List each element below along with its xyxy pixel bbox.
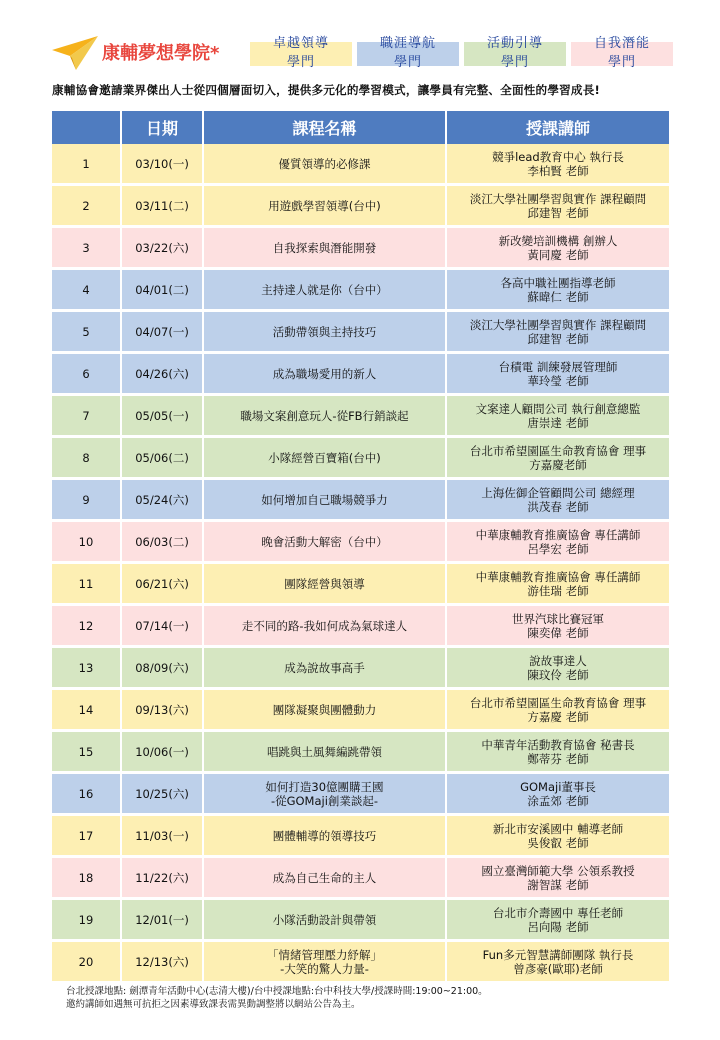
cell-date xyxy=(122,900,204,942)
table-body xyxy=(52,144,669,984)
footer-notes xyxy=(66,985,488,1011)
cell-index xyxy=(52,438,122,480)
cell-index xyxy=(52,480,122,522)
course-date: 05/05(一) xyxy=(135,408,189,423)
cell-index xyxy=(52,942,122,984)
cell-index xyxy=(52,354,122,396)
course-subtitle: -從GOMaji創業談起- xyxy=(270,793,379,808)
cell-index xyxy=(52,522,122,564)
instructor-title: 世界汽球比賽冠軍 xyxy=(512,611,604,626)
instructor-title: 新改變培訓機構 創辦人 xyxy=(498,233,618,248)
cell-course xyxy=(204,270,447,312)
cell-index xyxy=(52,396,122,438)
cell-index xyxy=(52,312,122,354)
cell-course xyxy=(204,606,447,648)
cell-instructor xyxy=(447,312,669,354)
instructor-title: 各高中職社團指導老師 xyxy=(500,275,616,290)
header-date: 日期 xyxy=(122,111,204,144)
category-label: 學門 xyxy=(393,55,422,70)
cell-instructor xyxy=(447,774,669,816)
row-number: 20 xyxy=(78,954,94,969)
cell-instructor xyxy=(447,270,669,312)
course-date: 09/13(六) xyxy=(135,702,189,717)
table-row xyxy=(52,312,669,354)
table-header-row xyxy=(52,111,669,144)
cell-date xyxy=(122,228,204,270)
course-title: 成為自己生命的主人 xyxy=(272,870,377,885)
course-date: 03/22(六) xyxy=(135,240,189,255)
cell-date xyxy=(122,522,204,564)
course-title: 活動帶領與主持技巧 xyxy=(272,324,377,339)
instructor-title: 中華康輔教育推廣協會 專任講師 xyxy=(475,527,641,542)
course-title: 走不同的路-我如何成為氣球達人 xyxy=(241,618,408,633)
cell-instructor xyxy=(447,522,669,564)
course-date: 08/09(六) xyxy=(135,660,189,675)
row-number: 18 xyxy=(78,870,94,885)
cell-instructor xyxy=(447,690,669,732)
cell-course xyxy=(204,774,447,816)
row-number: 3 xyxy=(82,240,90,255)
instructor-name: 李柏賢 老師 xyxy=(527,163,589,178)
row-number: 19 xyxy=(78,912,94,927)
course-subtitle: -大笑的驚人力量- xyxy=(280,961,369,976)
instructor-name: 陳奕偉 老師 xyxy=(527,625,589,640)
course-title: 小隊經營百寶箱(台中) xyxy=(268,450,381,465)
cell-date xyxy=(122,648,204,690)
cell-index xyxy=(52,564,122,606)
instructor-name: 謝智謀 老師 xyxy=(527,877,589,892)
cell-course xyxy=(204,816,447,858)
cell-course xyxy=(204,396,447,438)
header-course: 課程名稱 xyxy=(204,111,447,144)
category-label: 學門 xyxy=(286,55,315,70)
cell-course xyxy=(204,732,447,774)
table-row xyxy=(52,144,669,186)
cell-course xyxy=(204,354,447,396)
instructor-title: 台積電 訓練發展管理師 xyxy=(498,359,618,374)
table-row xyxy=(52,606,669,648)
cell-instructor xyxy=(447,942,669,984)
brand-title: 康輔夢想學院* xyxy=(102,43,220,64)
cell-instructor xyxy=(447,900,669,942)
cell-instructor xyxy=(447,228,669,270)
cell-date xyxy=(122,480,204,522)
course-title: 如何增加自己職場競爭力 xyxy=(261,492,388,507)
category-label: 學門 xyxy=(607,55,636,70)
instructor-title: 新北市安溪國中 輔導老師 xyxy=(492,821,624,836)
cell-index xyxy=(52,900,122,942)
cell-date xyxy=(122,606,204,648)
course-title: 小隊活動設計與帶領 xyxy=(272,912,377,927)
cell-date xyxy=(122,774,204,816)
row-number: 4 xyxy=(82,282,90,297)
category-potential xyxy=(571,36,673,70)
table-row xyxy=(52,648,669,690)
instructor-name: 唐崇達 老師 xyxy=(527,415,589,430)
cell-date xyxy=(122,270,204,312)
cell-instructor xyxy=(447,396,669,438)
instructor-title: 文案達人顧問公司 執行創意總監 xyxy=(475,401,641,416)
instructor-title: 台北市希望園區生命教育協會 理事 xyxy=(469,443,647,458)
instructor-title: 國立臺灣師範大學 公領系教授 xyxy=(481,863,635,878)
instructor-name: 陳玟伶 老師 xyxy=(527,667,589,682)
header xyxy=(52,32,682,74)
table-row xyxy=(52,774,669,816)
course-date: 06/21(六) xyxy=(135,576,189,591)
row-number: 2 xyxy=(82,198,90,213)
instructor-name: 吳俊叡 老師 xyxy=(527,835,589,850)
instructor-name: 涂孟郊 老師 xyxy=(527,793,589,808)
course-date: 06/03(二) xyxy=(135,534,189,549)
header-instructor: 授課講師 xyxy=(447,111,669,144)
cell-course xyxy=(204,648,447,690)
cell-instructor xyxy=(447,144,669,186)
cell-instructor xyxy=(447,732,669,774)
cell-course xyxy=(204,480,447,522)
instructor-name: 方嘉慶老師 xyxy=(529,457,587,472)
table-row xyxy=(52,186,669,228)
table-row xyxy=(52,228,669,270)
row-number: 12 xyxy=(78,618,94,633)
cell-date xyxy=(122,354,204,396)
cell-instructor xyxy=(447,606,669,648)
instructor-title: 台北市介壽國中 專任老師 xyxy=(492,905,624,920)
instructor-title: 中華青年活動教育協會 秘書長 xyxy=(481,737,635,752)
table-row xyxy=(52,522,669,564)
category-leadership xyxy=(250,36,352,70)
row-number: 7 xyxy=(82,408,90,423)
cell-date xyxy=(122,564,204,606)
cell-instructor xyxy=(447,186,669,228)
category-label: 自我潛能 xyxy=(593,36,650,51)
course-title: 主持達人就是你（台中） xyxy=(261,282,388,297)
cell-course xyxy=(204,144,447,186)
instructor-name: 洪茂春 老師 xyxy=(527,499,589,514)
table-row xyxy=(52,396,669,438)
instructor-title: 中華康輔教育推廣協會 專任講師 xyxy=(475,569,641,584)
course-title: 團隊經營與領導 xyxy=(284,576,365,591)
instructor-name: 鄭蒂芬 老師 xyxy=(527,751,589,766)
cell-course xyxy=(204,312,447,354)
instructor-name: 呂學宏 老師 xyxy=(527,541,589,556)
course-title: 成為職場愛用的新人 xyxy=(272,366,377,381)
cell-index xyxy=(52,606,122,648)
course-date: 04/07(一) xyxy=(135,324,189,339)
header-index xyxy=(52,111,122,144)
row-number: 15 xyxy=(78,744,94,759)
category-label: 活動引導 xyxy=(486,36,543,51)
cell-instructor xyxy=(447,480,669,522)
row-number: 6 xyxy=(82,366,90,381)
cell-course xyxy=(204,438,447,480)
row-number: 5 xyxy=(82,324,90,339)
cell-date xyxy=(122,438,204,480)
cell-course xyxy=(204,858,447,900)
course-date: 11/22(六) xyxy=(135,870,189,885)
course-date: 05/06(二) xyxy=(135,450,189,465)
cell-instructor xyxy=(447,816,669,858)
row-number: 9 xyxy=(82,492,90,507)
table-row xyxy=(52,816,669,858)
course-date: 04/01(二) xyxy=(135,282,189,297)
row-number: 13 xyxy=(78,660,94,675)
paper-plane-icon xyxy=(52,36,98,70)
instructor-name: 曾彥豪(歐耶)老師 xyxy=(513,961,603,976)
cell-date xyxy=(122,816,204,858)
cell-course xyxy=(204,564,447,606)
instructor-title: 上海佐御企管顧問公司 總經理 xyxy=(481,485,635,500)
cell-index xyxy=(52,690,122,732)
row-number: 17 xyxy=(78,828,94,843)
course-date: 07/14(一) xyxy=(135,618,189,633)
category-activity xyxy=(464,36,566,70)
course-title: 唱跳與土風舞編跳帶領 xyxy=(267,744,382,759)
instructor-title: GOMaji董事長 xyxy=(520,779,596,794)
cell-course xyxy=(204,942,447,984)
category-career xyxy=(357,36,459,70)
course-date: 04/26(六) xyxy=(135,366,189,381)
cell-index xyxy=(52,774,122,816)
cell-date xyxy=(122,732,204,774)
course-date: 03/11(二) xyxy=(135,198,189,213)
cell-date xyxy=(122,312,204,354)
instructor-name: 游佳瑞 老師 xyxy=(527,583,589,598)
row-number: 11 xyxy=(78,576,94,591)
table-row xyxy=(52,270,669,312)
instructor-title: 說故事達人 xyxy=(529,653,587,668)
cell-instructor xyxy=(447,858,669,900)
cell-instructor xyxy=(447,438,669,480)
cell-index xyxy=(52,228,122,270)
instructor-name: 呂向陽 老師 xyxy=(527,919,589,934)
course-title: 晚會活動大解密（台中） xyxy=(261,534,388,549)
cell-date xyxy=(122,690,204,732)
table-row xyxy=(52,900,669,942)
schedule-table xyxy=(52,111,669,984)
cell-course xyxy=(204,690,447,732)
course-title: 團體輔導的領導技巧 xyxy=(272,828,377,843)
cell-instructor xyxy=(447,648,669,690)
table-row xyxy=(52,354,669,396)
category-label: 學門 xyxy=(500,55,529,70)
cell-index xyxy=(52,732,122,774)
footer-location: 台北授課地點: 劍潭青年活動中心(志清大樓)/台中授課地點:台中科技大學/授課時間:19:00~21:00。 xyxy=(66,986,488,997)
course-title: 「情緒管理壓力紓解」 xyxy=(267,947,382,962)
footer-notice: 邀約講師如遇無可抗拒之因素導致課表需異動調整將以網站公告為主。 xyxy=(66,999,361,1010)
table-row xyxy=(52,690,669,732)
intro-text: 康輔協會邀請業界傑出人士從四個層面切入，提供多元化的學習模式，讓學員有完整、全面性的學習成長! xyxy=(52,83,601,97)
instructor-title: 淡江大學社團學習與實作 課程顧問 xyxy=(469,317,647,332)
cell-course xyxy=(204,522,447,564)
cell-index xyxy=(52,816,122,858)
course-title: 用遊戲學習領導(台中) xyxy=(268,198,381,213)
cell-date xyxy=(122,396,204,438)
instructor-name: 蘇暐仁 老師 xyxy=(527,289,589,304)
cell-date xyxy=(122,942,204,984)
instructor-name: 華玲瑩 老師 xyxy=(527,373,589,388)
cell-course xyxy=(204,228,447,270)
category-label: 卓越領導 xyxy=(272,36,329,51)
instructor-title: 台北市希望園區生命教育協會 理事 xyxy=(469,695,647,710)
cell-index xyxy=(52,270,122,312)
instructor-title: Fun多元智慧講師團隊 執行長 xyxy=(482,947,634,962)
table-row xyxy=(52,732,669,774)
cell-course xyxy=(204,900,447,942)
course-date: 11/03(一) xyxy=(135,828,189,843)
course-date: 03/10(一) xyxy=(135,156,189,171)
category-label: 職涯導航 xyxy=(379,36,436,51)
instructor-title: 競爭lead教育中心 執行長 xyxy=(492,149,624,164)
cell-date xyxy=(122,858,204,900)
cell-course xyxy=(204,186,447,228)
course-date: 05/24(六) xyxy=(135,492,189,507)
instructor-title: 淡江大學社團學習與實作 課程顧問 xyxy=(469,191,647,206)
cell-index xyxy=(52,858,122,900)
course-date: 10/25(六) xyxy=(135,786,189,801)
table-row xyxy=(52,858,669,900)
course-date: 10/06(一) xyxy=(135,744,189,759)
course-title: 成為說故事高手 xyxy=(284,660,365,675)
table-row xyxy=(52,942,669,984)
course-date: 12/13(六) xyxy=(135,954,189,969)
instructor-name: 邱建智 老師 xyxy=(527,205,589,220)
instructor-name: 邱建智 老師 xyxy=(527,331,589,346)
course-title: 如何打造30億團購王國 xyxy=(265,779,384,794)
cell-index xyxy=(52,144,122,186)
cell-date xyxy=(122,186,204,228)
course-title: 職場文案創意玩人-從FB行銷談起 xyxy=(240,408,409,423)
course-date: 12/01(一) xyxy=(135,912,189,927)
row-number: 14 xyxy=(78,702,94,717)
table-row xyxy=(52,564,669,606)
cell-instructor xyxy=(447,564,669,606)
cell-date xyxy=(122,144,204,186)
cell-instructor xyxy=(447,354,669,396)
course-title: 優質領導的必修課 xyxy=(278,156,371,171)
instructor-name: 方嘉慶 老師 xyxy=(527,709,589,724)
course-title: 團隊凝聚與團體動力 xyxy=(272,702,377,717)
cell-index xyxy=(52,186,122,228)
table-row xyxy=(52,480,669,522)
row-number: 1 xyxy=(82,156,90,171)
table-row xyxy=(52,438,669,480)
instructor-name: 黃同慶 老師 xyxy=(527,247,589,262)
cell-index xyxy=(52,648,122,690)
row-number: 8 xyxy=(82,450,90,465)
row-number: 10 xyxy=(78,534,94,549)
course-title: 自我探索與潛能開發 xyxy=(272,240,377,255)
row-number: 16 xyxy=(78,786,94,801)
